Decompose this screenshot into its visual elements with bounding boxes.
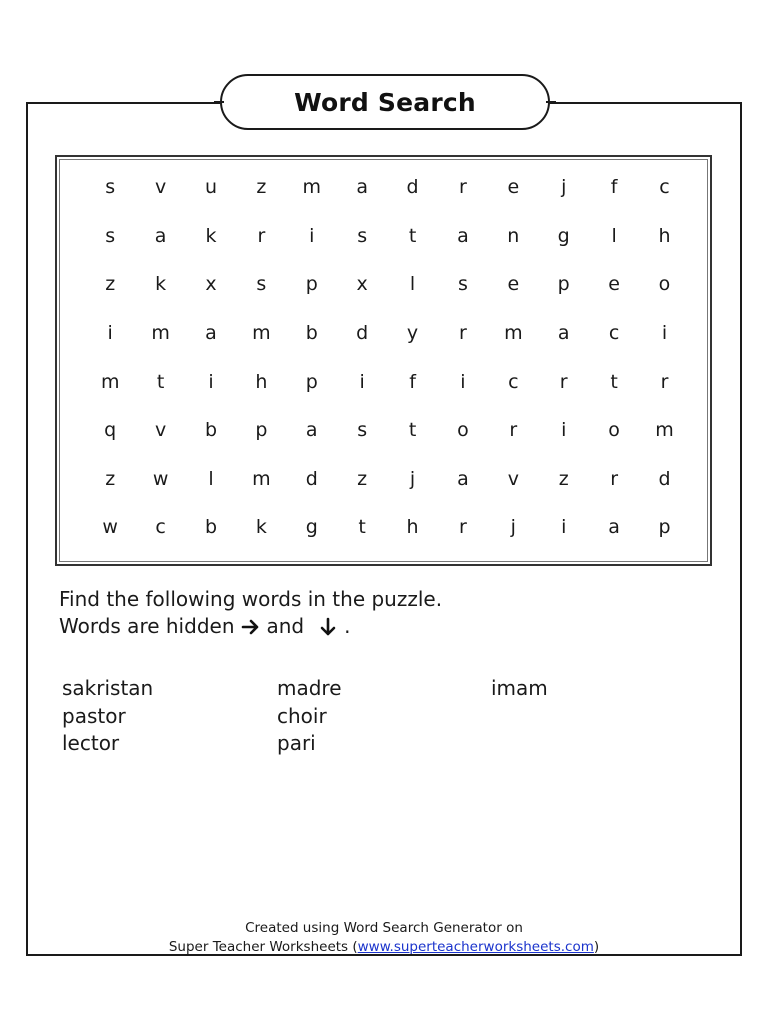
grid-letter: n bbox=[507, 224, 520, 247]
grid-letter: j bbox=[561, 176, 567, 199]
grid-letter: i bbox=[661, 322, 668, 345]
grid-letter: z bbox=[357, 467, 368, 490]
grid-letter: m bbox=[151, 322, 170, 345]
instructions-line-2 bbox=[59, 613, 442, 640]
word-list-item: imam bbox=[491, 676, 548, 700]
grid-letter: r bbox=[559, 370, 568, 393]
grid-letter: i bbox=[208, 370, 214, 393]
grid-letter: l bbox=[611, 224, 617, 247]
footer-line-1: Created using Word Search Generator on bbox=[245, 920, 523, 936]
grid-letter: c bbox=[659, 176, 670, 199]
grid-letter: y bbox=[406, 322, 419, 345]
instructions-and: and bbox=[266, 614, 305, 638]
grid-letter: s bbox=[357, 224, 368, 247]
grid-letter: d bbox=[305, 467, 318, 490]
grid-letter: h bbox=[406, 516, 419, 539]
grid-letter: h bbox=[255, 370, 268, 393]
grid-letter: a bbox=[356, 176, 368, 199]
word-list-item: pastor bbox=[62, 703, 126, 728]
word-list-empty bbox=[491, 704, 691, 732]
grid-letter: s bbox=[105, 224, 116, 247]
grid-letter: s bbox=[105, 176, 116, 199]
footer-suffix: ) bbox=[593, 939, 600, 955]
title-banner bbox=[220, 74, 550, 130]
grid-letter: b bbox=[305, 322, 318, 345]
instructions bbox=[59, 586, 442, 640]
footer-prefix: Super Teacher Worksheets ( bbox=[168, 939, 358, 955]
word-list-item: madre bbox=[277, 676, 342, 700]
instructions-line-1: Find the following words in the puzzle. bbox=[59, 587, 443, 611]
grid-letter: r bbox=[660, 370, 669, 393]
grid-letter: a bbox=[557, 322, 570, 345]
grid-letter: p bbox=[305, 370, 318, 393]
grid-letter: w bbox=[152, 467, 169, 490]
grid-letter: d bbox=[658, 467, 671, 490]
grid-letter: v bbox=[154, 419, 167, 442]
grid-letter: r bbox=[509, 419, 518, 442]
grid-letter: v bbox=[507, 467, 519, 490]
grid-letter: j bbox=[510, 516, 516, 539]
grid-letter: z bbox=[256, 176, 267, 199]
grid-letter: g bbox=[557, 224, 570, 247]
page-title: Word Search bbox=[294, 87, 476, 117]
grid-letter: f bbox=[409, 370, 416, 393]
grid-letter: j bbox=[409, 467, 416, 490]
arrow-down-icon bbox=[318, 617, 338, 637]
grid-letter: r bbox=[257, 224, 266, 247]
grid-letter: a bbox=[154, 224, 167, 247]
word-list-item: choir bbox=[277, 703, 327, 728]
grid-letter: x bbox=[356, 273, 368, 296]
grid-letter: l bbox=[208, 467, 214, 490]
grid-letter: o bbox=[608, 419, 620, 442]
grid-letter: i bbox=[561, 516, 567, 539]
grid-letter: e bbox=[507, 273, 520, 296]
grid-letter: o bbox=[457, 419, 469, 442]
grid-letter: t bbox=[408, 224, 417, 247]
grid-letter: c bbox=[508, 370, 519, 393]
grid-letter: t bbox=[408, 419, 417, 442]
grid-letter: l bbox=[409, 273, 416, 296]
grid-letter: s bbox=[457, 273, 468, 296]
grid-letter: b bbox=[204, 419, 217, 442]
grid-letter: r bbox=[459, 176, 467, 199]
grid-letter: h bbox=[658, 224, 671, 247]
grid-letter: d bbox=[356, 322, 369, 345]
grid-letter: i bbox=[359, 370, 365, 393]
grid-letter: u bbox=[204, 176, 217, 199]
instructions-period: . bbox=[344, 614, 351, 638]
grid-letter: i bbox=[107, 322, 113, 345]
grid-letter: g bbox=[305, 516, 318, 539]
footer-line-2 bbox=[26, 938, 742, 957]
grid-letter: i bbox=[309, 224, 315, 247]
grid-letter: t bbox=[358, 516, 366, 539]
grid-letter: r bbox=[459, 322, 467, 345]
word-list-empty bbox=[491, 731, 691, 759]
grid-letter: k bbox=[205, 224, 217, 247]
grid-letter: s bbox=[357, 419, 368, 442]
grid-letter: e bbox=[608, 273, 620, 296]
grid-letter: f bbox=[610, 176, 618, 199]
grid-letter: o bbox=[658, 273, 671, 296]
grid-letter: p bbox=[305, 273, 318, 296]
grid-letter: a bbox=[608, 516, 620, 539]
grid-letter: z bbox=[105, 467, 116, 490]
grid-letter: i bbox=[460, 370, 466, 393]
grid-letter: m bbox=[100, 370, 120, 393]
grid-letter: a bbox=[205, 322, 217, 345]
grid-letter: c bbox=[608, 322, 620, 345]
word-list bbox=[62, 676, 691, 759]
grid-letter: m bbox=[252, 322, 271, 345]
grid-letter: m bbox=[302, 176, 322, 199]
grid-letter: e bbox=[507, 176, 520, 199]
footer-link[interactable]: www.superteacherworksheets.com bbox=[357, 939, 594, 955]
grid-letter: k bbox=[255, 516, 267, 539]
grid-letter: a bbox=[305, 419, 318, 442]
footer bbox=[26, 919, 742, 957]
grid-letter: m bbox=[655, 419, 674, 442]
grid-letter: t bbox=[610, 370, 618, 393]
word-list-item: pari bbox=[277, 731, 316, 755]
grid-letter: r bbox=[459, 516, 467, 539]
grid-letter: z bbox=[558, 467, 569, 490]
grid-letter: d bbox=[406, 176, 419, 199]
grid-letter: p bbox=[658, 516, 671, 539]
grid-letter: w bbox=[102, 516, 118, 539]
grid-letter: t bbox=[156, 370, 165, 393]
grid-letter: z bbox=[105, 273, 116, 296]
grid-letter: i bbox=[561, 419, 567, 442]
grid-letter: c bbox=[155, 516, 166, 539]
word-list-item: lector bbox=[62, 731, 120, 755]
grid-letter: a bbox=[457, 224, 469, 247]
grid-letter: r bbox=[610, 467, 618, 490]
letter-grid bbox=[85, 163, 690, 552]
grid-letter: a bbox=[457, 467, 469, 490]
word-list-item: sakristan bbox=[62, 676, 154, 700]
arrow-right-icon bbox=[241, 618, 261, 636]
grid-letter: q bbox=[104, 419, 117, 442]
grid-letter: b bbox=[204, 516, 217, 539]
grid-letter: p bbox=[255, 419, 268, 442]
grid-letter: v bbox=[154, 176, 167, 199]
grid-letter: k bbox=[155, 273, 167, 296]
grid-letter: m bbox=[504, 322, 523, 345]
grid-letter: s bbox=[256, 273, 267, 296]
instructions-prefix: Words are hidden bbox=[59, 614, 235, 638]
grid-letter: m bbox=[252, 467, 271, 490]
grid-letter: p bbox=[557, 273, 570, 296]
grid-letter: x bbox=[205, 273, 217, 296]
